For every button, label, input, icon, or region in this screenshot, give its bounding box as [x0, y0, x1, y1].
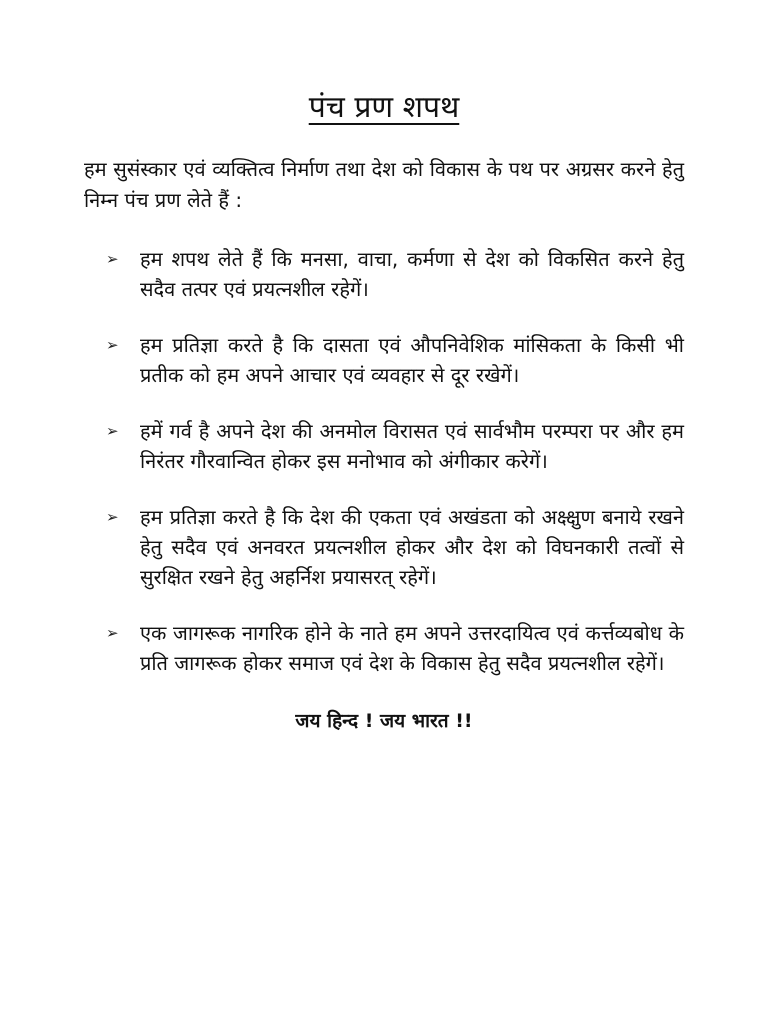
pledge-text: हमें गर्व है अपने देश की अनमोल विरासत एवं सार्वभौम परम्परा पर और हम निरंतर गौरवान्वित होकर इस मनोभाव को अंगीकार करेगें। — [140, 419, 684, 473]
arrow-bullet-icon: ➢ — [106, 336, 119, 354]
page-title — [84, 88, 684, 128]
closing-slogan: जय हिन्द ! जय भारत !! — [295, 710, 473, 732]
pledge-text: हम प्रतिज्ञा करते है कि दासता एवं औपनिवेशिक मांसिकता के किसी भी प्रतीक को हम अपने आचार एवं व्यवहार से दूर रखेगें। — [140, 333, 684, 387]
intro-paragraph: हम सुसंस्कार एवं व्यक्तित्व निर्माण तथा देश को विकास के पथ पर अग्रसर करने हेतु निम्न पंच प्रण लेते हैं : — [84, 157, 684, 212]
pledge-list — [84, 244, 684, 678]
arrow-bullet-icon: ➢ — [106, 624, 119, 642]
pledge-item — [106, 502, 684, 592]
pledge-item — [106, 416, 684, 476]
pledge-item — [106, 330, 684, 390]
title-text: पंच प्रण शपथ — [308, 90, 460, 125]
pledge-text: हम प्रतिज्ञा करते है कि देश की एकता एवं अखंडता को अक्ष्क्षुण बनाये रखने हेतु सदैव एवं अनवरत प्रयत्नशील होकर और देश को विघनकारी तत्वों से सुरक्षित रखने हेतु अहर्निश प्रयासरत् रहेगें। — [140, 505, 684, 589]
arrow-bullet-icon: ➢ — [106, 422, 119, 440]
pledge-text: एक जागरूक नागरिक होने के नाते हम अपने उत्तरदायित्व एवं कर्त्तव्यबोध के प्रति जागरूक होकर समाज एवं देश के विकास हेतु सदैव प्रयत्नशील रहेगें। — [140, 621, 684, 675]
arrow-bullet-icon: ➢ — [106, 508, 119, 526]
pledge-item — [106, 618, 684, 678]
pledge-text: हम शपथ लेते हैं कि मनसा, वाचा, कर्मणा से देश को विकसित करने हेतु सदैव तत्पर एवं प्रयत्नशील रहेगें। — [140, 247, 684, 301]
arrow-bullet-icon: ➢ — [106, 250, 119, 268]
pledge-item — [106, 244, 684, 304]
